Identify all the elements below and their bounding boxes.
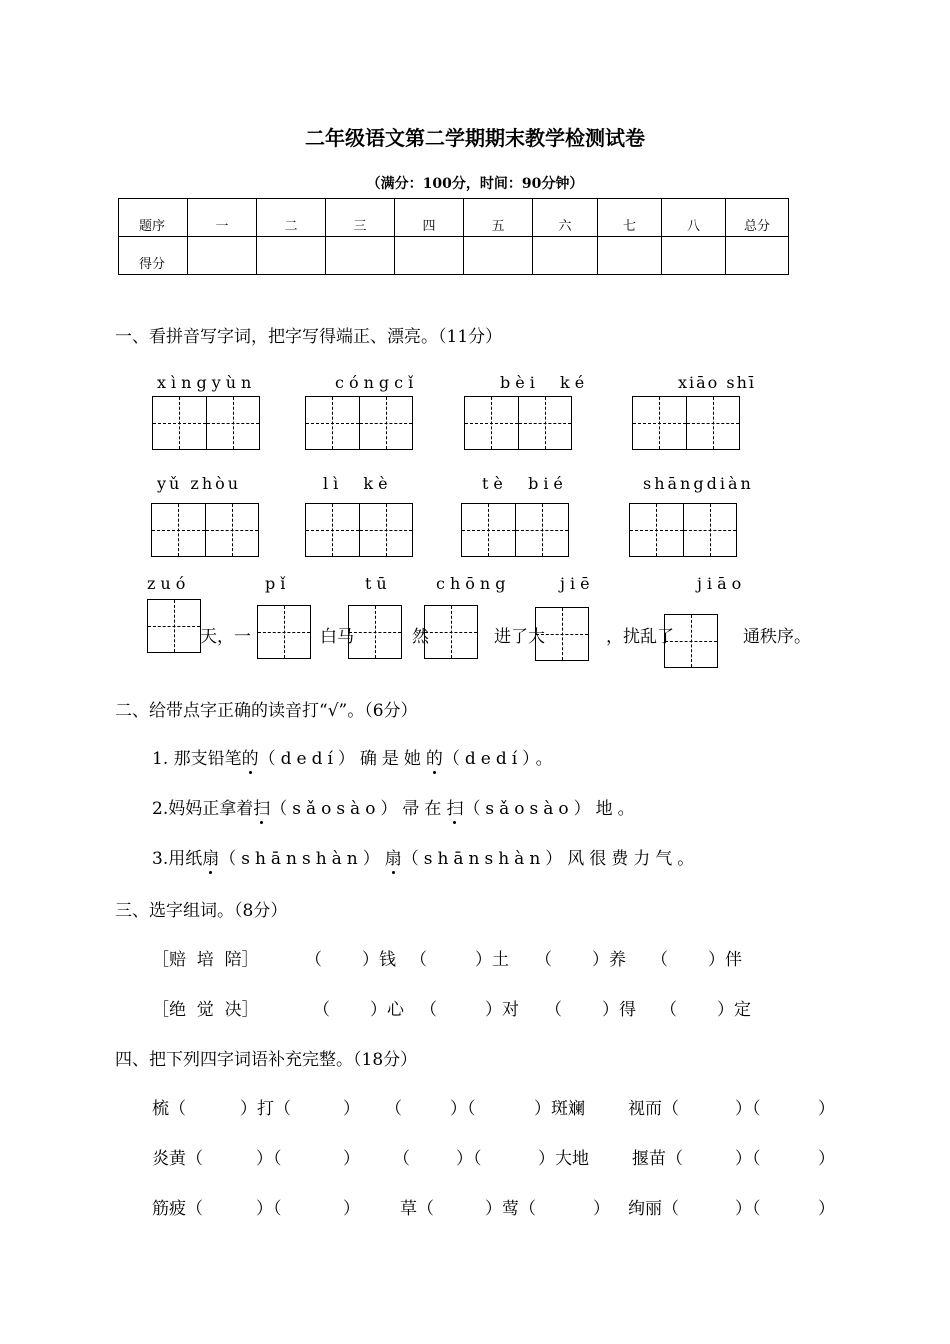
pinyin-label: cóngcǐ [335, 373, 419, 392]
score-input-cell[interactable] [188, 237, 257, 275]
pinyin-label: jiē [560, 574, 595, 593]
pinyin-label: yǔ zhòu [157, 474, 242, 493]
idiom-fragment: 梳（ [152, 1099, 186, 1119]
writing-grid[interactable] [464, 396, 572, 450]
table-cell: 五 [464, 199, 533, 237]
idiom-fragment: （ [385, 1099, 402, 1119]
idiom-fragment: ） [343, 1099, 360, 1119]
idiom-fragment: 视而（ [628, 1099, 679, 1119]
writing-box[interactable] [257, 605, 311, 659]
idiom-fragment: ）（ [256, 1199, 282, 1219]
idiom-fragment: ）打（ [240, 1099, 291, 1119]
sentence-fragment: 白马 [320, 627, 354, 647]
exam-info: （满分：100分，时间：90分钟） [366, 176, 584, 192]
dotted-char: 扇 [385, 844, 402, 869]
table-cell: 六 [533, 199, 598, 237]
dotted-char: 的 [426, 744, 443, 769]
blank-word[interactable]: （ ）定 [660, 1000, 751, 1020]
idiom-fragment: 草（ [400, 1199, 434, 1219]
idiom-fragment: ）（ [735, 1149, 761, 1169]
pinyin-label: tū [365, 574, 392, 593]
blank-word[interactable]: （ ）心 [313, 1000, 404, 1020]
writing-box[interactable] [664, 614, 718, 668]
idiom-fragment: ）（ [456, 1149, 482, 1169]
score-input-cell[interactable] [464, 237, 533, 275]
score-input-cell[interactable] [326, 237, 395, 275]
idiom-fragment: （ [393, 1149, 410, 1169]
writing-box[interactable] [147, 599, 201, 653]
score-input-cell[interactable] [257, 237, 326, 275]
score-input-cell[interactable] [395, 237, 464, 275]
score-table-score-row [119, 237, 789, 275]
pinyin-label: xìngyùn [157, 373, 257, 392]
idiom-fragment: ）（ [735, 1199, 761, 1219]
score-table [118, 198, 789, 275]
pinyin-label: pǐ [265, 574, 291, 593]
idiom-fragment: ） [818, 1149, 835, 1169]
writing-box[interactable] [424, 605, 478, 659]
section-4-heading: 四、把下列四字词语补充完整。（18分） [115, 1050, 418, 1070]
blank-word[interactable]: （ ）得 [545, 1000, 636, 1020]
table-cell: 四 [395, 199, 464, 237]
idiom-fragment: 揠苗（ [632, 1149, 683, 1169]
score-input-cell[interactable] [726, 237, 789, 275]
blank-word[interactable]: （ ）养 [535, 950, 626, 970]
sentence-fragment: 天，一 [200, 627, 251, 647]
section-3-heading: 三、选字组词。（8分） [115, 901, 288, 921]
blank-word[interactable]: （ ）土 [410, 950, 509, 970]
question-item: 2.妈妈正拿着扫（sǎosào）帚在扫（sǎosào）地。 [152, 794, 640, 819]
score-input-cell[interactable] [662, 237, 726, 275]
pinyin-label: bèi ké [500, 373, 590, 392]
score-input-cell[interactable] [598, 237, 662, 275]
writing-grid[interactable] [305, 396, 413, 450]
idiom-fragment: 筋疲（ [152, 1199, 203, 1219]
idiom-fragment: ） [818, 1199, 835, 1219]
dotted-char: 扇 [202, 844, 219, 869]
idiom-fragment: 绚丽（ [628, 1199, 679, 1219]
idiom-fragment: ） [343, 1199, 360, 1219]
sentence-fragment: 进了大 [494, 627, 545, 647]
table-cell: 总分 [726, 199, 789, 237]
pinyin-label: lì kè [323, 474, 393, 493]
question-item: 3.用纸扇（shānshàn）扇（shānshàn）风很费力气。 [152, 844, 699, 869]
score-table-header-row [119, 199, 789, 237]
dotted-char: 的 [242, 744, 259, 769]
blank-word[interactable]: （ ）对 [420, 1000, 519, 1020]
writing-grid[interactable] [632, 396, 740, 450]
writing-box[interactable] [348, 605, 402, 659]
sentence-fragment: 然 [412, 627, 429, 647]
dotted-char: 扫 [446, 794, 463, 819]
pinyin-label: xiāo shī [678, 373, 757, 392]
writing-grid[interactable] [151, 503, 259, 557]
blank-word[interactable]: （ ）钱 [305, 950, 396, 970]
pinyin-label: jiāo [697, 574, 747, 593]
char-group: ［绝 觉 决］ [152, 1000, 259, 1020]
idiom-fragment: ）（ [450, 1099, 476, 1119]
writing-grid[interactable] [461, 503, 569, 557]
page-title: 二年级语文第二学期期末教学检测试卷 [305, 126, 645, 150]
idiom-fragment: ）斑斓 [534, 1099, 585, 1119]
table-cell: 一 [188, 199, 257, 237]
writing-grid[interactable] [152, 396, 260, 450]
section-1-heading: 一、看拼音写字词，把字写得端正、漂亮。（11分） [115, 327, 503, 347]
writing-grid[interactable] [305, 503, 413, 557]
sentence-fragment: ，扰乱了 [606, 627, 674, 647]
blank-word[interactable]: （ ）伴 [651, 950, 742, 970]
pinyin-label: tè bié [482, 474, 568, 493]
idiom-fragment: ）（ [256, 1149, 282, 1169]
score-input-cell[interactable] [533, 237, 598, 275]
pinyin-label: chōng [436, 574, 511, 593]
question-item: 1. 那支铅笔的（dedí）确是她的（dedí）。 [152, 744, 558, 769]
table-cell: 二 [257, 199, 326, 237]
pinyin-label: zuó [147, 574, 191, 593]
idiom-fragment: 炎黄（ [152, 1149, 203, 1169]
char-group: ［赔 培 陪］ [152, 950, 259, 970]
table-cell: 得分 [119, 237, 188, 275]
idiom-fragment: ）（ [735, 1099, 761, 1119]
table-cell: 七 [598, 199, 662, 237]
table-cell: 题序 [119, 199, 188, 237]
sentence-fragment: 通秩序。 [743, 627, 811, 647]
idiom-fragment: ） [343, 1149, 360, 1169]
table-cell: 八 [662, 199, 726, 237]
section-2-heading: 二、给带点字正确的读音打“√”。（6分） [115, 701, 418, 721]
idiom-fragment: ）莺（ [485, 1199, 536, 1219]
idiom-fragment: ） [593, 1199, 610, 1219]
idiom-fragment: ） [818, 1099, 835, 1119]
writing-box[interactable] [535, 607, 589, 661]
writing-grid[interactable] [629, 503, 737, 557]
pinyin-label: shāngdiàn [643, 474, 754, 493]
idiom-fragment: ）大地 [538, 1149, 589, 1169]
dotted-char: 扫 [253, 794, 270, 819]
table-cell: 三 [326, 199, 395, 237]
